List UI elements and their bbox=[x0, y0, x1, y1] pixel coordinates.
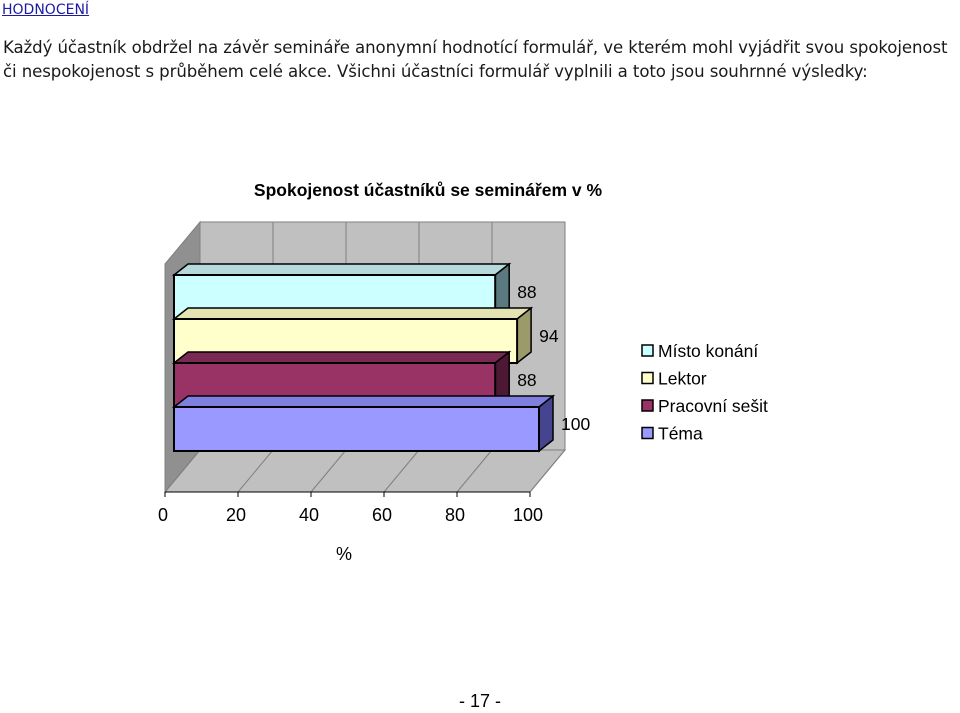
chart-floor bbox=[165, 450, 565, 492]
chart-bars bbox=[174, 264, 553, 451]
x-tick-label: 40 bbox=[298, 505, 320, 525]
data-label: 100 bbox=[561, 414, 591, 434]
intro-paragraph: Každý účastník obdržel na závěr semináře anonymní hodnotící formulář, ve kterém mohl vyjádřit svou spokojenost či nespokojenost s průběhem celé akce. Všichni účastníci formulář vyplnili a toto jsou souhrnné výsledky: bbox=[3, 38, 948, 81]
bar-top-face bbox=[174, 352, 509, 363]
chart-axis bbox=[158, 492, 543, 525]
chart-title: Spokojenost účastníků se seminářem v % bbox=[253, 180, 603, 200]
legend-label: Lektor bbox=[658, 368, 707, 389]
bar-front-face bbox=[174, 407, 539, 451]
bar-téma bbox=[174, 396, 553, 451]
legend-swatch bbox=[642, 345, 653, 356]
legend-item bbox=[642, 396, 768, 416]
bar-top-face bbox=[174, 308, 531, 319]
x-tick-label: 60 bbox=[371, 505, 393, 525]
x-tick-label: 80 bbox=[444, 505, 466, 525]
chart-legend bbox=[642, 341, 768, 444]
x-tick-label: 0 bbox=[157, 505, 169, 525]
legend-item bbox=[642, 369, 707, 389]
x-tick-label: 20 bbox=[225, 505, 247, 525]
legend-item bbox=[642, 424, 703, 444]
legend-swatch bbox=[642, 373, 653, 384]
legend-label: Místo konání bbox=[658, 341, 759, 361]
chart-x-axis-label: % bbox=[335, 544, 353, 564]
legend-item bbox=[642, 341, 758, 361]
page-number: - 17 - bbox=[458, 691, 501, 711]
section-link-hodnoceni[interactable]: HODNOCENÍ bbox=[2, 2, 90, 18]
data-label: 88 bbox=[517, 282, 537, 302]
x-tick-label: 100 bbox=[512, 505, 544, 525]
bar-top-face bbox=[174, 264, 509, 275]
data-label: 94 bbox=[539, 326, 559, 346]
legend-label: Pracovní sešit bbox=[658, 396, 768, 416]
legend-label: Téma bbox=[658, 423, 703, 444]
legend-swatch bbox=[642, 428, 653, 439]
legend-swatch bbox=[642, 400, 653, 411]
data-label: 88 bbox=[517, 370, 537, 390]
bar-top-face bbox=[174, 396, 553, 407]
